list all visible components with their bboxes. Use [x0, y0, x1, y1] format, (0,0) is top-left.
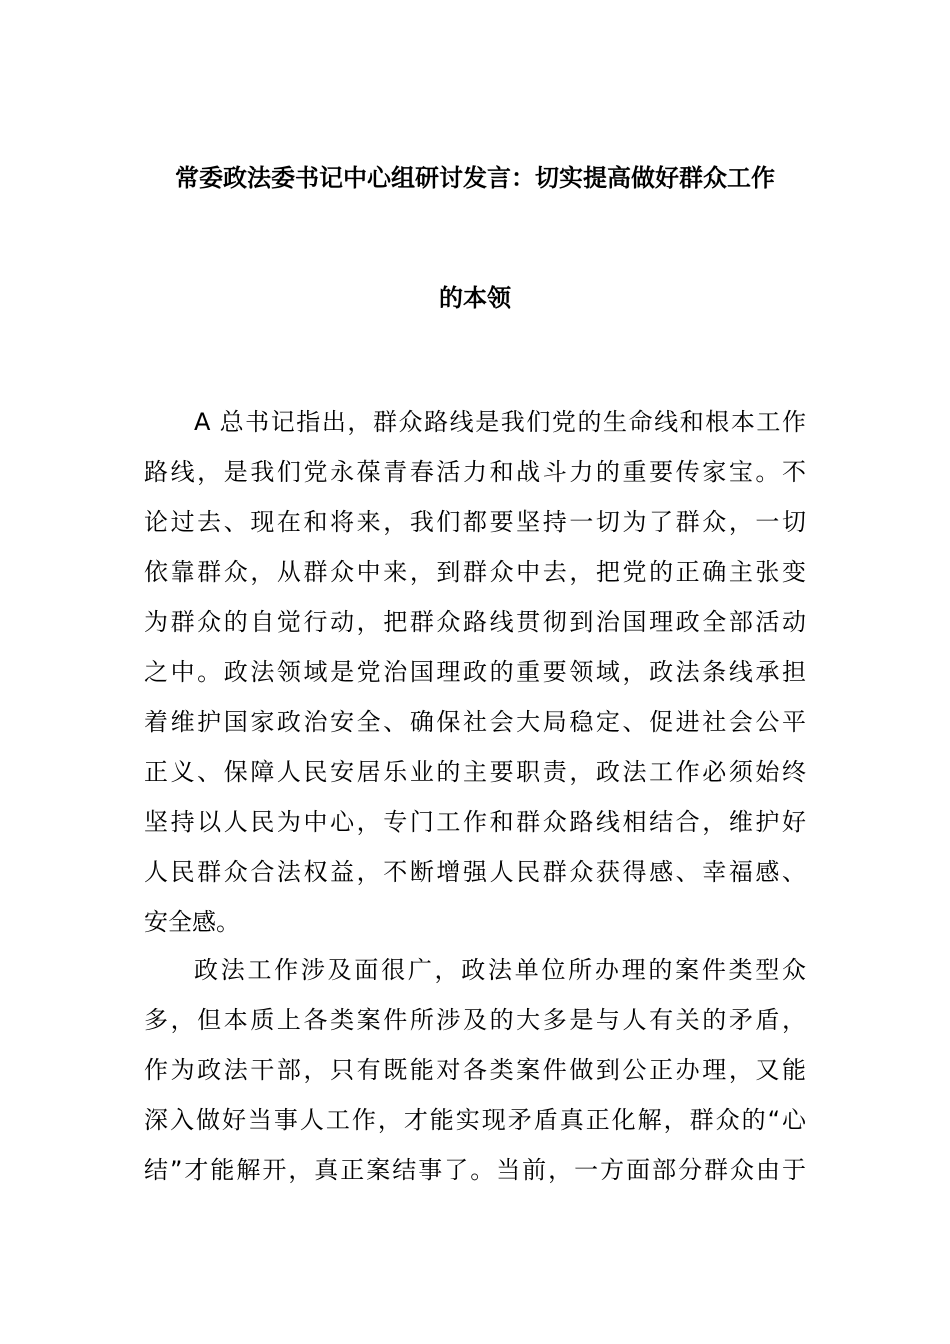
paragraph-line: 政法工作涉及面很广，政法单位所办理的案件类型众 [194, 956, 806, 984]
paragraph-line: 路线，是我们党永葆青春活力和战斗力的重要传家宝。不 [144, 458, 806, 486]
paragraph-line: 作为政法干部，只有既能对各类案件做到公正办理，又能 [144, 1056, 806, 1084]
paragraph-2 [144, 945, 806, 1195]
paragraph-line: 深入做好当事人工作，才能实现矛盾真正化解，群众的“心 [144, 1106, 806, 1134]
paragraph-line: 安全感。 [144, 908, 240, 936]
paragraph-line: 着维护国家政治安全、确保社会大局稳定、促进社会公平 [144, 708, 806, 736]
paragraph-line: 为群众的自觉行动，把群众路线贯彻到治国理政全部活动 [144, 608, 806, 636]
paragraph-line: 结”才能解开，真正案结事了。当前，一方面部分群众由于 [144, 1156, 806, 1184]
document-title-line-2: 的本领 [439, 284, 511, 312]
paragraph-line: 依靠群众，从群众中来，到群众中去，把党的正确主张变 [144, 558, 806, 586]
document-title-line-1: 常委政法委书记中心组研讨发言：切实提高做好群众工作 [175, 164, 775, 192]
paragraph-line: 人民群众合法权益，不断增强人民群众获得感、幸福感、 [144, 858, 806, 886]
paragraph-line: A 总书记指出，群众路线是我们党的生命线和根本工作 [194, 408, 806, 436]
paragraph-line: 论过去、现在和将来，我们都要坚持一切为了群众，一切 [144, 508, 806, 536]
paragraph-line: 坚持以人民为中心，专门工作和群众路线相结合，维护好 [144, 808, 806, 836]
paragraph-line: 之中。政法领域是党治国理政的重要领域，政法条线承担 [144, 658, 806, 686]
paragraph-line: 多，但本质上各类案件所涉及的大多是与人有关的矛盾， [144, 1006, 806, 1034]
paragraph-line: 正义、保障人民安居乐业的主要职责，政法工作必须始终 [144, 758, 806, 786]
paragraph-1 [144, 397, 806, 947]
